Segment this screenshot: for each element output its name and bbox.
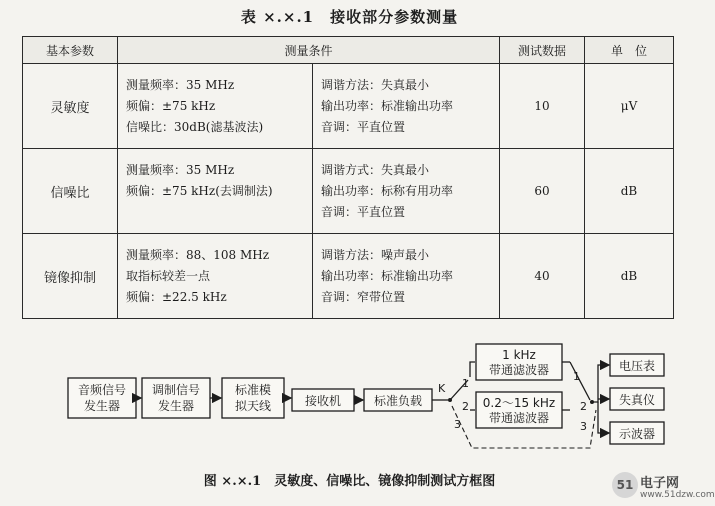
switch-k bbox=[438, 377, 469, 431]
header-conditions: 测量条件 bbox=[118, 37, 500, 64]
svg-text:拟天线: 拟天线 bbox=[234, 399, 272, 413]
svg-text:1: 1 bbox=[462, 377, 469, 390]
svg-text:3: 3 bbox=[454, 418, 461, 431]
switch-right bbox=[562, 362, 594, 433]
test-value: 10 bbox=[500, 64, 585, 149]
figure-caption: 图 ×.×.1 灵敏度、信噪比、镜像抑制测试方框图 bbox=[203, 474, 496, 489]
table-row bbox=[23, 64, 674, 149]
svg-text:发生器: 发生器 bbox=[157, 399, 195, 413]
connector bbox=[598, 402, 609, 433]
test-value: 40 bbox=[500, 234, 585, 319]
audio-generator-box bbox=[68, 378, 136, 418]
table-title: 表 ×.×.1 接收部分参数测量 bbox=[240, 8, 459, 26]
condition-right: 调谐方法：失真最小 输出功率：标准输出功率 音调：平直位置 bbox=[313, 64, 500, 149]
table-header-row bbox=[23, 37, 674, 64]
bandpass-filter-wide-box bbox=[476, 392, 562, 428]
connector bbox=[470, 362, 475, 377]
condition-left: 测量频率：35 MHz 频偏：±75 kHz(去调制法) bbox=[118, 149, 313, 234]
header-value: 测试数据 bbox=[500, 37, 585, 64]
svg-text:K: K bbox=[438, 382, 446, 395]
site-logo bbox=[612, 470, 715, 504]
svg-text:0.2～15 kHz: 0.2～15 kHz bbox=[482, 396, 556, 410]
logo-name: 电子网 bbox=[640, 476, 680, 491]
unit: μV bbox=[585, 64, 674, 149]
unit: dB bbox=[585, 234, 674, 319]
voltmeter-box bbox=[610, 354, 664, 376]
svg-text:2: 2 bbox=[462, 400, 469, 413]
svg-text:3: 3 bbox=[580, 420, 587, 433]
modulation-generator-box bbox=[142, 378, 210, 418]
parameter-table bbox=[22, 36, 674, 319]
svg-text:发生器: 发生器 bbox=[83, 399, 121, 413]
svg-text:2: 2 bbox=[580, 400, 587, 413]
svg-text:接收机: 接收机 bbox=[304, 394, 342, 408]
param-name: 镜像抑制 bbox=[23, 234, 118, 319]
bandpass-filter-1khz-box bbox=[476, 344, 562, 380]
svg-text:标准模: 标准模 bbox=[234, 383, 272, 397]
header-unit: 单 位 bbox=[585, 37, 674, 64]
test-block-diagram bbox=[0, 330, 699, 470]
svg-text:带通滤波器: 带通滤波器 bbox=[488, 411, 550, 425]
standard-dummy-antenna-box bbox=[222, 378, 284, 418]
svg-text:示波器: 示波器 bbox=[618, 427, 656, 441]
svg-text:1: 1 bbox=[573, 370, 580, 383]
table-row bbox=[23, 234, 674, 319]
svg-text:失真仪: 失真仪 bbox=[618, 393, 656, 407]
logo-url: www.51dzw.com bbox=[640, 490, 715, 500]
header-param: 基本参数 bbox=[23, 37, 118, 64]
svg-text:标准负载: 标准负载 bbox=[373, 394, 423, 408]
condition-right: 调谐方式：失真最小 输出功率：标称有用功率 音调：平直位置 bbox=[313, 149, 500, 234]
test-value: 60 bbox=[500, 149, 585, 234]
svg-text:电压表: 电压表 bbox=[618, 359, 656, 373]
logo-mark: 51 bbox=[612, 472, 638, 498]
condition-left: 测量频率：88、108 MHz 取指标较差一点 频偏：±22.5 kHz bbox=[118, 234, 313, 319]
param-name: 信噪比 bbox=[23, 149, 118, 234]
standard-load-box bbox=[364, 389, 432, 411]
condition-left: 测量频率：35 MHz 频偏：±75 kHz 信噪比：30dB(滤基波法) bbox=[118, 64, 313, 149]
svg-text:1 kHz: 1 kHz bbox=[502, 348, 536, 362]
receiver-box bbox=[292, 389, 354, 411]
connector bbox=[592, 365, 609, 402]
param-name: 灵敏度 bbox=[23, 64, 118, 149]
table-row bbox=[23, 149, 674, 234]
distortion-meter-box bbox=[610, 388, 664, 410]
svg-text:调制信号: 调制信号 bbox=[151, 383, 201, 397]
oscilloscope-box bbox=[610, 422, 664, 444]
condition-right: 调谐方法：噪声最小 输出功率：标准输出功率 音调：窄带位置 bbox=[313, 234, 500, 319]
unit: dB bbox=[585, 149, 674, 234]
svg-text:音频信号: 音频信号 bbox=[77, 383, 127, 397]
svg-text:带通滤波器: 带通滤波器 bbox=[488, 363, 550, 377]
